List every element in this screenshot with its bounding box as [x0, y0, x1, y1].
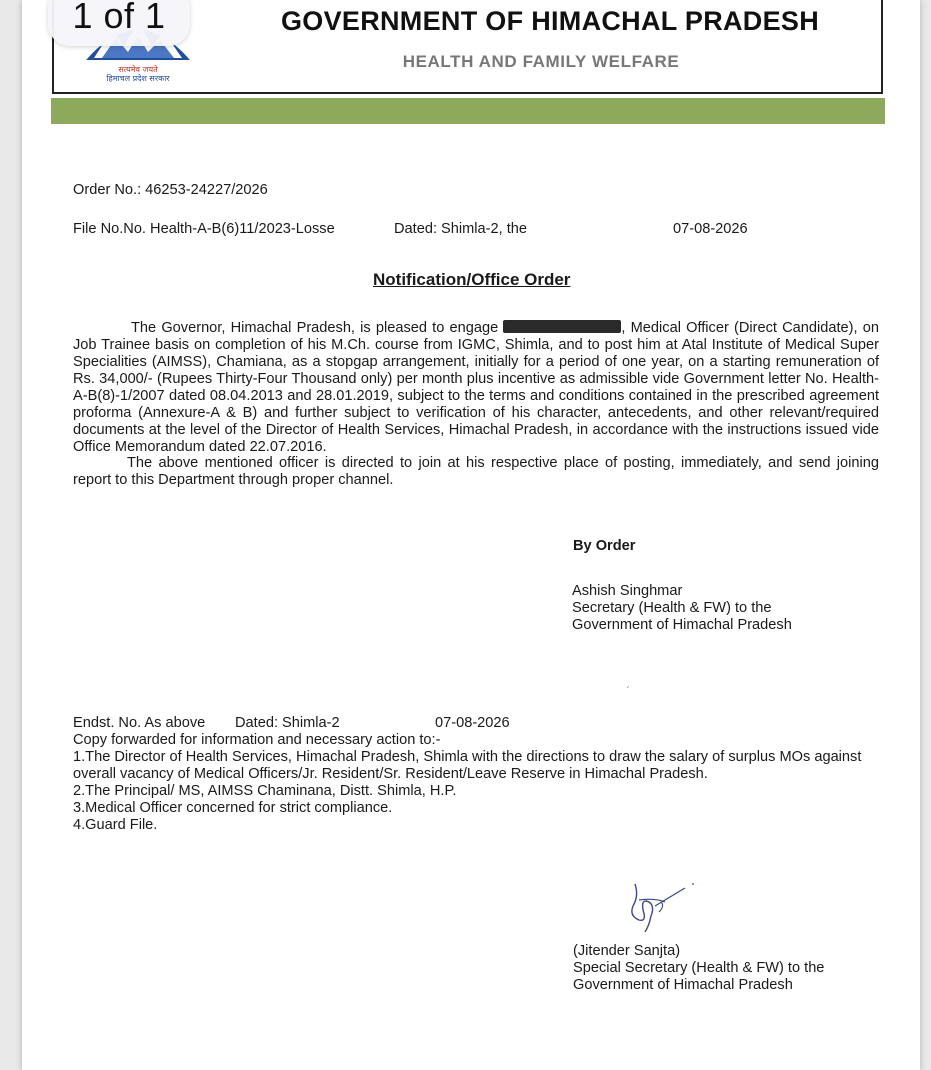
- paragraph-1-start: The Governor, Himachal Pradesh, is pleased to engage: [131, 320, 499, 336]
- ink-speck: ˏ: [626, 678, 630, 689]
- endorsement-number: Endst. No. As above: [73, 715, 206, 731]
- department-title: HEALTH AND FAMILY WELFARE: [402, 52, 680, 71]
- notification-heading: Notification/Office Order: [373, 270, 571, 289]
- copy-item-1: 1.The Director of Health Services, Himachal Pradesh, Shimla with the directions to draw the salary of surplus MOs against overall vacancy of Medical Officers/Jr. Resident/Sr. Resident/Leave Reserve in Himachal Pradesh.: [73, 749, 862, 782]
- paragraph-2-text: The above mentioned officer is directed to join at his respective place of posting, immediately, and send joining report to this Department through proper channel.: [73, 455, 879, 488]
- dated-label: Dated: Shimla-2, the: [394, 221, 528, 237]
- by-order-label: By Order: [573, 538, 636, 554]
- body-paragraph-1: [73, 320, 879, 456]
- endorsement-dated-label: Dated: Shimla-2: [235, 715, 340, 731]
- logo-motto: सत्यमेव जयते: [118, 65, 158, 74]
- signatory-1-name: Ashish Singhmar: [572, 583, 683, 599]
- copy-item-3: 3.Medical Officer concerned for strict compliance.: [73, 800, 393, 816]
- signatory-2-name: (Jitender Sanjta): [573, 943, 681, 959]
- handwritten-signature: [625, 876, 705, 936]
- signatory-1-organisation: Government of Himachal Pradesh: [572, 617, 792, 633]
- order-number: Order No.: 46253-24227/2026: [73, 182, 268, 198]
- order-date: 07-08-2026: [673, 221, 748, 237]
- copy-item-2: 2.The Principal/ MS, AIMSS Chaminana, Distt. Shimla, H.P.: [73, 783, 457, 799]
- government-title: GOVERNMENT OF HIMACHAL PRADESH: [280, 6, 820, 36]
- endorsement-date: 07-08-2026: [435, 715, 510, 731]
- header-band: [51, 98, 885, 124]
- signatory-2-designation: Special Secretary (Health & FW) to the: [573, 960, 825, 976]
- file-number: File No.No. Health-A-B(6)11/2023-Losse: [73, 221, 335, 237]
- redacted-name: [503, 320, 621, 333]
- document-page: [22, 0, 920, 1070]
- signatory-2-organisation: Government of Himachal Pradesh: [573, 977, 793, 993]
- logo-caption: हिमाचल प्रदेश सरकार: [106, 74, 170, 83]
- copy-forwarded-intro: Copy forwarded for information and necessary action to:-: [73, 732, 441, 748]
- body-paragraph-2: [73, 455, 879, 489]
- paragraph-1-rest: , Medical Officer (Direct Candidate), on Job Trainee basis on completion of his M.Ch. course from IGMC, Shimla, and to post him at Atal Institute of Medical Super Specialities (AIMSS), Chamiana, as a stopgap arrangement, initially for a period of one year, on a starting remuneration of Rs. 34,000/- (Rupees Thirty-Four Thousand only) per month plus incentive as admissible vide Government letter No. Health-A-B(8)-1/2007 dated 08.04.2013 and 28.01.2019, subject to the terms and conditions contained in the prescribed agreement proforma (Annexure-A & B) and further subject to verification of his character, antecedents, and other relevant/required documents at the level of the Director of Health Services, Himachal Pradesh, in accordance with the instructions issued vide Office Memorandum dated 22.07.2016.: [73, 320, 880, 455]
- signatory-1-designation: Secretary (Health & FW) to the: [572, 600, 772, 616]
- copy-item-4: 4.Guard File.: [73, 817, 158, 833]
- page-counter-badge: 1 of 1: [48, 0, 190, 46]
